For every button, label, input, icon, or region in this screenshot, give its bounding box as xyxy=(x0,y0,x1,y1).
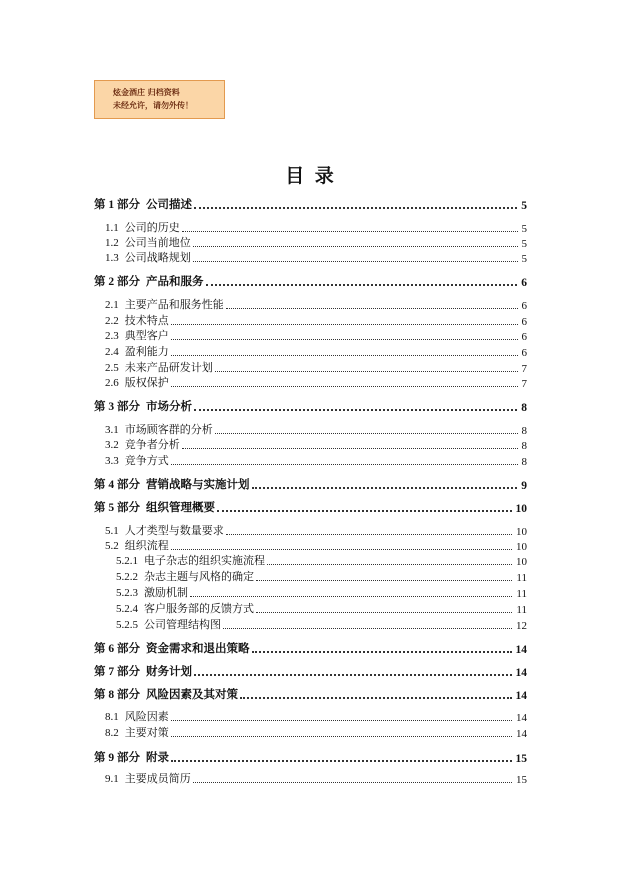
toc-entry-title: 竞争方式 xyxy=(124,454,169,467)
toc-entry-number: 第 2 部分 xyxy=(94,276,140,288)
dot-leader xyxy=(194,206,517,209)
confidential-stamp xyxy=(94,80,225,119)
toc-entry-number: 第 7 部分 xyxy=(94,666,140,678)
toc-entry-page: 10 xyxy=(516,556,527,568)
toc-entry-page: 5 xyxy=(521,253,527,265)
toc-entry-page: 5 xyxy=(521,200,527,212)
dot-leader xyxy=(171,735,512,737)
dot-leader xyxy=(194,673,512,676)
toc-entry-title: 未来产品研发计划 xyxy=(124,361,213,374)
toc-entry-number: 第 8 部分 xyxy=(94,689,140,701)
toc-entry[interactable] xyxy=(105,235,527,250)
toc-entry-title: 竞争者分析 xyxy=(124,438,180,451)
toc-entry-title: 风险因素 xyxy=(124,710,169,723)
toc-entry-title: 公司管理结构图 xyxy=(144,618,221,631)
toc-entry-title: 附录 xyxy=(146,750,169,764)
dot-leader xyxy=(193,245,518,247)
toc-entry-number: 3.1 xyxy=(105,424,119,436)
toc-entry-number: 8.2 xyxy=(105,727,119,739)
toc-entry-title: 风险因素及其对策 xyxy=(146,687,238,701)
toc-entry-title: 主要成员简历 xyxy=(124,772,191,785)
toc-entry[interactable] xyxy=(116,569,527,584)
toc-entry-number: 5.2.1 xyxy=(116,555,138,567)
toc-part-entry[interactable] xyxy=(94,749,527,765)
toc-entry-page: 7 xyxy=(521,378,527,390)
toc-entry[interactable] xyxy=(116,585,527,600)
dot-leader xyxy=(240,696,512,699)
dot-leader xyxy=(226,307,518,309)
toc-entry[interactable] xyxy=(105,453,527,468)
toc-entry-title: 产品和服务 xyxy=(146,274,204,288)
toc-entry-number: 5.2.5 xyxy=(116,619,138,631)
toc-entry-title: 人才类型与数量要求 xyxy=(124,524,224,537)
toc-entry-title: 公司当前地位 xyxy=(124,236,191,249)
dot-leader xyxy=(252,486,518,489)
toc-entry-title: 财务计划 xyxy=(146,664,192,678)
toc-entry-page: 8 xyxy=(521,425,527,437)
toc-entry-title: 公司描述 xyxy=(146,197,192,211)
page-title: 目 录 xyxy=(285,165,336,187)
toc-entry[interactable] xyxy=(105,437,527,452)
toc-part-entry[interactable] xyxy=(94,499,527,515)
toc-entry-page: 11 xyxy=(516,572,527,584)
toc-entry-title: 客户服务部的反馈方式 xyxy=(144,602,254,615)
toc-entry-page: 14 xyxy=(515,644,527,656)
dot-leader xyxy=(171,759,512,762)
toc-entry-number: 2.5 xyxy=(105,362,119,374)
toc-entry[interactable] xyxy=(105,771,527,786)
toc-entry-page: 11 xyxy=(516,588,527,600)
toc-entry-title: 组织管理概要 xyxy=(146,500,215,514)
toc-entry-title: 技术特点 xyxy=(124,314,169,327)
toc-entry-number: 1.2 xyxy=(105,237,119,249)
dot-leader xyxy=(171,463,518,465)
toc-entry-title: 电子杂志的组织实施流程 xyxy=(144,554,265,567)
toc-part-entry[interactable] xyxy=(94,640,527,656)
toc-entry[interactable] xyxy=(105,297,527,312)
dot-leader xyxy=(226,533,512,535)
toc-entry-number: 8.1 xyxy=(105,711,119,723)
toc-entry-title: 主要对策 xyxy=(124,726,169,739)
toc-entry-number: 2.2 xyxy=(105,315,119,327)
toc-entry-number: 第 1 部分 xyxy=(94,199,140,211)
toc-entry-number: 3.3 xyxy=(105,455,119,467)
toc-entry[interactable] xyxy=(116,601,527,616)
dot-leader xyxy=(267,563,512,565)
dot-leader xyxy=(193,781,512,783)
toc-entry-page: 11 xyxy=(516,604,527,616)
toc-entry-title: 盈利能力 xyxy=(124,345,169,358)
toc-entry-number: 5.2.2 xyxy=(116,571,138,583)
toc-entry-number: 2.3 xyxy=(105,330,119,342)
toc-entry[interactable] xyxy=(105,725,527,740)
toc-entry-number: 3.2 xyxy=(105,439,119,451)
toc-entry-page: 6 xyxy=(521,277,527,289)
toc-entry[interactable] xyxy=(105,538,527,553)
toc-part-entry[interactable] xyxy=(94,663,527,679)
toc-entry-page: 9 xyxy=(521,480,527,492)
toc-entry-number: 第 5 部分 xyxy=(94,502,140,514)
dot-leader xyxy=(171,548,512,550)
toc-entry[interactable] xyxy=(105,344,527,359)
dot-leader xyxy=(193,260,518,262)
dot-leader xyxy=(171,338,518,340)
toc-part-entry[interactable] xyxy=(94,686,527,702)
toc-entry-page: 8 xyxy=(521,456,527,468)
toc-entry-page: 6 xyxy=(521,347,527,359)
toc-part-entry[interactable] xyxy=(94,398,527,414)
toc-entry[interactable] xyxy=(105,313,527,328)
dot-leader xyxy=(215,370,518,372)
toc-entry-title: 主要产品和服务性能 xyxy=(124,298,224,311)
dot-leader xyxy=(206,283,518,286)
toc-entry-title: 版权保护 xyxy=(124,376,169,389)
toc-entry-title: 市场顾客群的分析 xyxy=(124,423,213,436)
dot-leader xyxy=(182,447,518,449)
toc-entry-page: 12 xyxy=(516,620,527,632)
toc-entry[interactable] xyxy=(105,709,527,724)
stamp-line-2: 未经允许，请勿外传！ xyxy=(113,101,193,110)
toc-entry-page: 6 xyxy=(521,331,527,343)
toc-entry-number: 5.2 xyxy=(105,540,119,552)
toc-entry-page: 6 xyxy=(521,300,527,312)
toc-entry-title: 典型客户 xyxy=(124,329,169,342)
toc-entry[interactable] xyxy=(105,360,527,375)
toc-entry-page: 5 xyxy=(521,223,527,235)
toc-entry-number: 9.1 xyxy=(105,773,119,785)
toc-entry-title: 市场分析 xyxy=(146,399,192,413)
toc-entry-title: 公司的历史 xyxy=(124,221,180,234)
toc-entry-page: 5 xyxy=(521,238,527,250)
toc-entry-page: 8 xyxy=(521,440,527,452)
dot-leader xyxy=(171,354,518,356)
dot-leader xyxy=(190,595,512,597)
toc-entry-title: 营销战略与实施计划 xyxy=(146,477,250,491)
toc-entry-page: 14 xyxy=(516,712,527,724)
toc-part-entry[interactable] xyxy=(94,476,527,492)
toc-entry-number: 第 4 部分 xyxy=(94,479,140,491)
toc-entry[interactable] xyxy=(116,553,527,568)
toc-entry-title: 公司战略规划 xyxy=(124,251,191,264)
toc-entry-page: 10 xyxy=(516,541,527,553)
toc-entry-page: 6 xyxy=(521,316,527,328)
toc-entry-number: 1.3 xyxy=(105,252,119,264)
toc-entry-number: 2.6 xyxy=(105,377,119,389)
toc-entry-number: 2.4 xyxy=(105,346,119,358)
toc-entry[interactable] xyxy=(105,220,527,235)
toc-entry-number: 第 9 部分 xyxy=(94,752,140,764)
dot-leader xyxy=(256,579,512,581)
toc-entry[interactable] xyxy=(105,250,527,265)
dot-leader xyxy=(215,432,518,434)
toc-entry-number: 5.2.4 xyxy=(116,603,138,615)
toc-entry[interactable] xyxy=(105,523,527,538)
toc-entry[interactable] xyxy=(105,328,527,343)
toc-entry-page: 14 xyxy=(515,690,527,702)
toc-entry[interactable] xyxy=(105,375,527,390)
toc-entry-number: 第 6 部分 xyxy=(94,643,140,655)
toc-entry[interactable] xyxy=(105,422,527,437)
toc-entry-title: 激励机制 xyxy=(144,586,188,599)
toc-entry-title: 组织流程 xyxy=(124,539,169,552)
toc-entry-title: 杂志主题与风格的确定 xyxy=(144,570,254,583)
toc-entry-number: 2.1 xyxy=(105,299,119,311)
toc-entry-page: 15 xyxy=(516,774,527,786)
toc-entry-page: 7 xyxy=(521,363,527,375)
dot-leader xyxy=(171,719,512,721)
toc-part-entry[interactable] xyxy=(94,196,527,212)
toc-entry-page: 8 xyxy=(521,402,527,414)
toc-entry-number: 5.2.3 xyxy=(116,587,138,599)
toc-entry-title: 资金需求和退出策略 xyxy=(146,641,250,655)
toc-entry-page: 14 xyxy=(516,728,527,740)
dot-leader xyxy=(182,230,518,232)
dot-leader xyxy=(252,650,512,653)
toc-part-entry[interactable] xyxy=(94,273,527,289)
dot-leader xyxy=(194,408,517,411)
toc-entry[interactable] xyxy=(116,617,527,632)
toc-entry-page: 10 xyxy=(515,503,527,515)
toc-entry-page: 15 xyxy=(515,753,527,765)
dot-leader xyxy=(171,385,518,387)
toc-entry-number: 1.1 xyxy=(105,222,119,234)
dot-leader xyxy=(171,323,518,325)
stamp-line-1: 炫金酒庄 归档资料 xyxy=(113,88,180,97)
dot-leader xyxy=(223,627,512,629)
toc-entry-number: 5.1 xyxy=(105,525,119,537)
dot-leader xyxy=(256,611,512,613)
toc-entry-number: 第 3 部分 xyxy=(94,401,140,413)
dot-leader xyxy=(217,509,512,512)
toc-entry-page: 10 xyxy=(516,526,527,538)
toc-entry-page: 14 xyxy=(515,667,527,679)
